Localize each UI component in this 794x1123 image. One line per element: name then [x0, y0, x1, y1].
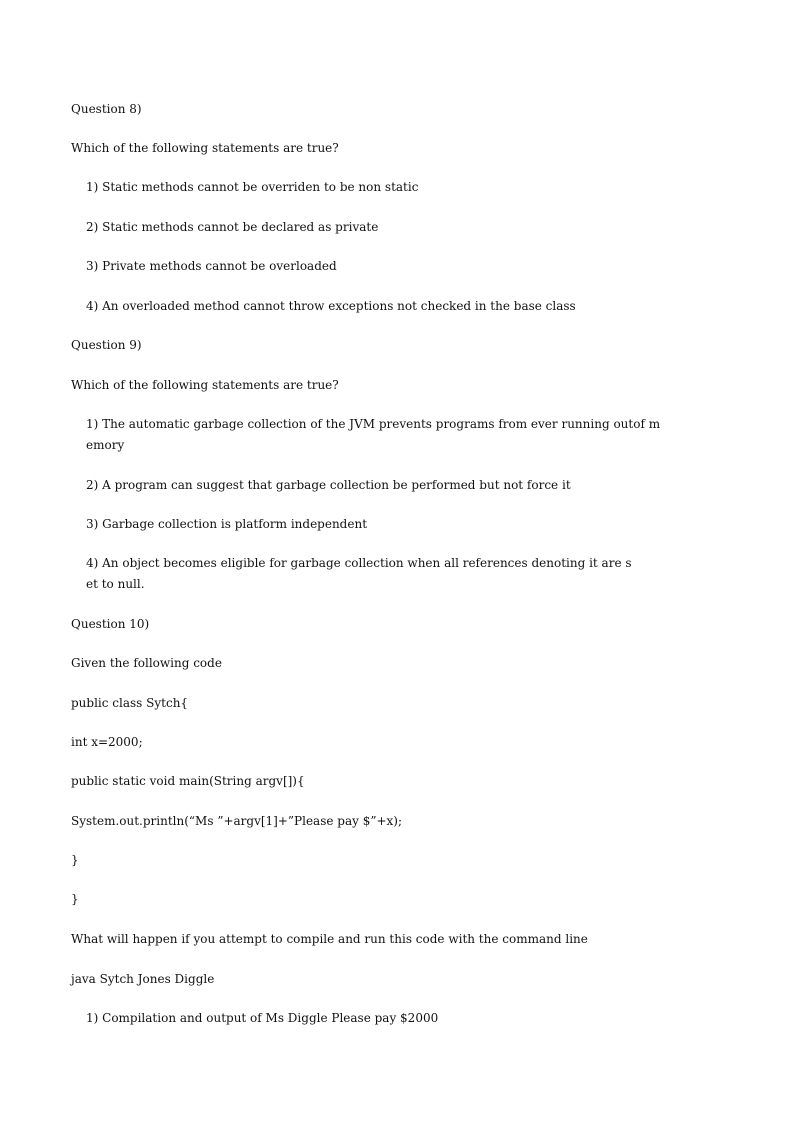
question-9-option-1-continued: emory: [86, 438, 125, 452]
question-10-intro: Given the following code: [71, 656, 222, 670]
code-line: int x=2000;: [71, 735, 143, 749]
question-8-heading: Question 8): [71, 102, 142, 116]
code-line: }: [71, 892, 79, 906]
question-8-prompt: Which of the following statements are true?: [71, 141, 339, 155]
code-line: public static void main(String argv[]){: [71, 774, 305, 788]
question-9-heading: Question 9): [71, 338, 142, 352]
question-10-question: What will happen if you attempt to compile and run this code with the command line: [71, 932, 588, 946]
code-line: public class Sytch{: [71, 696, 189, 710]
question-9-prompt: Which of the following statements are true?: [71, 378, 339, 392]
question-9-option-2: 2) A program can suggest that garbage collection be performed but not force it: [86, 478, 571, 492]
question-8-option-3: 3) Private methods cannot be overloaded: [86, 259, 337, 273]
code-line: System.out.println(“Ms ”+argv[1]+”Please pay $”+x);: [71, 814, 403, 828]
question-9-option-3: 3) Garbage collection is platform independent: [86, 517, 368, 531]
question-10-option-1: 1) Compilation and output of Ms Diggle Please pay $2000: [86, 1011, 439, 1025]
question-8-option-4: 4) An overloaded method cannot throw exceptions not checked in the base class: [86, 299, 576, 313]
question-9-option-4-continued: et to null.: [86, 577, 145, 591]
question-8-option-1: 1) Static methods cannot be overriden to be non static: [86, 180, 419, 194]
question-9-option-4: 4) An object becomes eligible for garbage collection when all references denoting it are s: [86, 556, 632, 570]
question-10-command: java Sytch Jones Diggle: [71, 972, 215, 986]
code-line: }: [71, 853, 79, 867]
question-10-heading: Question 10): [71, 617, 150, 631]
question-9-option-1: 1) The automatic garbage collection of the JVM prevents programs from ever running outof m: [86, 417, 661, 431]
question-8-option-2: 2) Static methods cannot be declared as private: [86, 220, 379, 234]
